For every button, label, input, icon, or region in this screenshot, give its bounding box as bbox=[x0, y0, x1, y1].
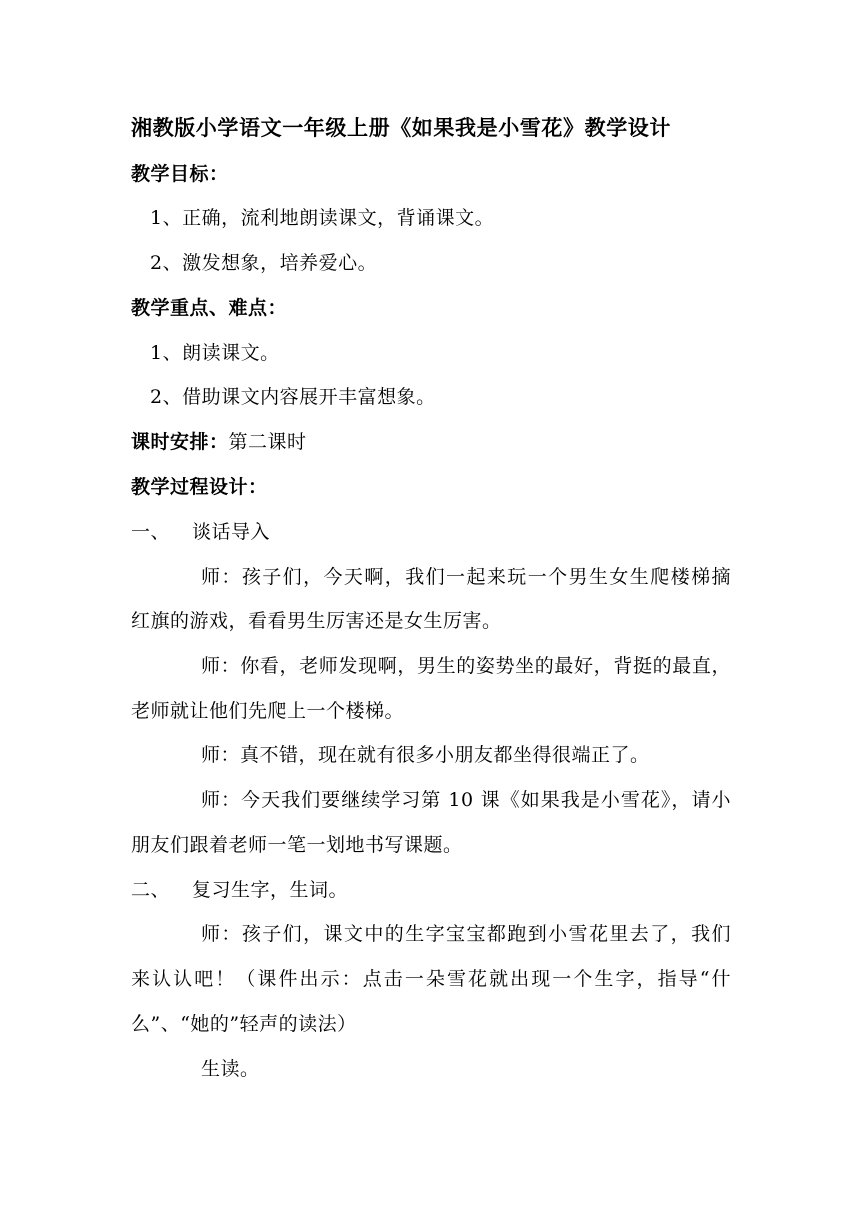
paragraph-line: 朋友们跟着老师一笔一划地书写课题。 bbox=[131, 834, 463, 856]
paragraph-line: 师：孩子们，今天啊，我们一起来玩一个男生女生爬楼梯摘 bbox=[201, 566, 731, 588]
paragraph-line: 么”、“她的”轻声的读法） bbox=[131, 1013, 357, 1035]
objectives-heading: 教学目标： bbox=[131, 163, 229, 185]
section-title-1: 谈话导入 bbox=[192, 521, 271, 543]
objective-item-2: 2、激发想象，培养爱心。 bbox=[150, 252, 378, 274]
paragraph-line: 师：今天我们要继续学习第 10 课《如果我是小雪花》，请小 bbox=[201, 789, 731, 811]
paragraph-line: 红旗的游戏，看看男生厉害还是女生厉害。 bbox=[131, 610, 502, 632]
key-point-item-1: 1、朗读课文。 bbox=[150, 342, 280, 364]
objective-item-1: 1、正确，流利地朗读课文，背诵课文。 bbox=[150, 207, 495, 229]
paragraph-line: 师：你看，老师发现啊，男生的姿势坐的最好，背挺的最直， bbox=[201, 655, 731, 677]
section-number-1: 一、 bbox=[131, 521, 171, 543]
paragraph-line: 师：孩子们，课文中的生字宝宝都跑到小雪花里去了，我们 bbox=[201, 923, 731, 945]
schedule-value: 第二课时 bbox=[228, 431, 307, 453]
schedule-line bbox=[131, 429, 307, 455]
paragraph-line: 来认认吧！（课件出示：点击一朵雪花就出现一个生字，指导“什 bbox=[131, 968, 731, 990]
paragraph-line: 老师就让他们先爬上一个楼梯。 bbox=[131, 700, 405, 722]
key-points-heading: 教学重点、难点： bbox=[131, 297, 288, 319]
paragraph-line: 生读。 bbox=[201, 1058, 260, 1080]
process-heading: 教学过程设计： bbox=[131, 476, 268, 498]
key-point-item-2: 2、借助课文内容展开丰富想象。 bbox=[150, 386, 436, 408]
paragraph-line: 师：真不错，现在就有很多小朋友都坐得很端正了。 bbox=[201, 744, 650, 766]
schedule-label: 课时安排： bbox=[131, 431, 229, 453]
section-number-2: 二、 bbox=[131, 879, 171, 901]
section-title-2: 复习生字，生词。 bbox=[192, 879, 349, 901]
document-title: 湘教版小学语文一年级上册《如果我是小雪花》教学设计 bbox=[131, 115, 671, 140]
